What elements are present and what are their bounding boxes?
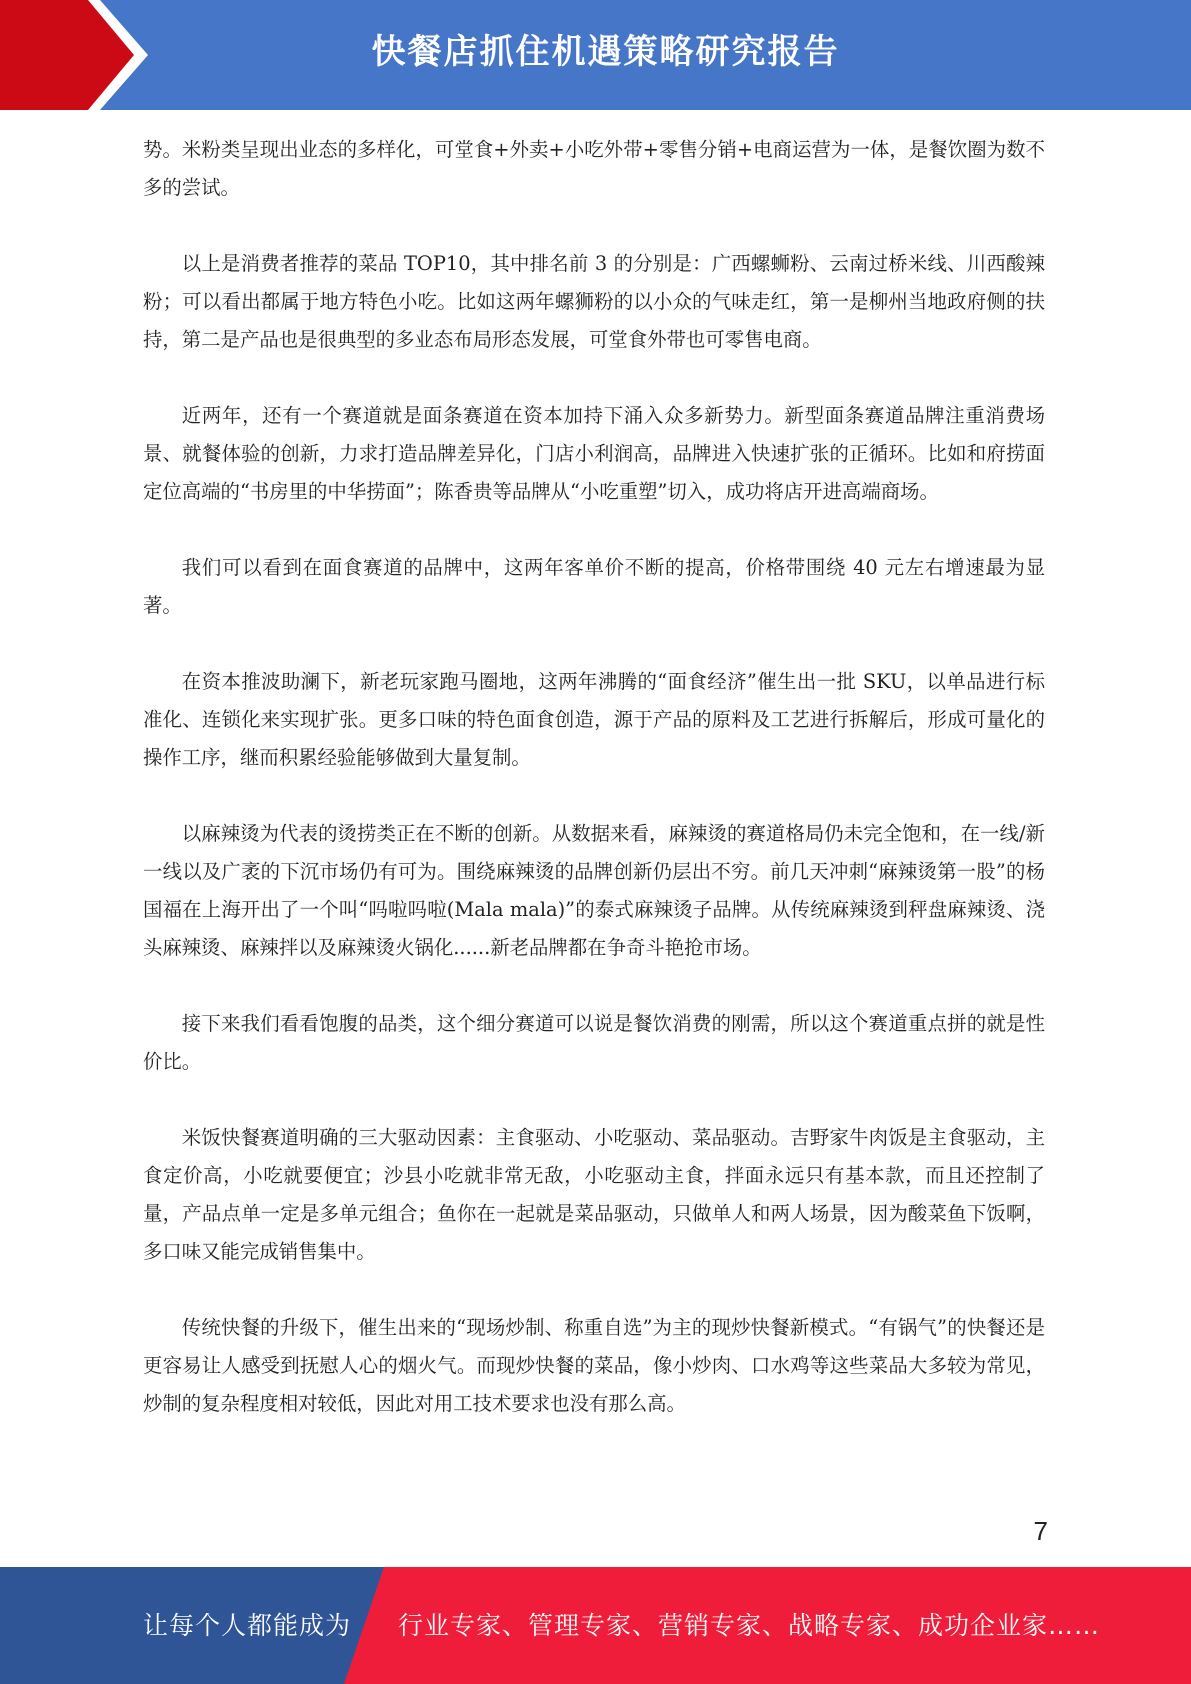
paragraph-3: 近两年，还有一个赛道就是面条赛道在资本加持下涌入众多新势力。新型面条赛道品牌注重消费场景、就餐体验的创新，力求打造品牌差异化，门店小利润高，品牌进入快速扩张的正循环。比如和府捞面定位高端的“书房里的中华捞面”；陈香贵等品牌从“小吃重塑”切入，成功将店开进高端商场。 (143, 404, 1045, 503)
report-title: 快餐店抓住机遇策略研究报告 (371, 32, 840, 72)
paragraph-8: 米饭快餐赛道明确的三大驱动因素：主食驱动、小吃驱动、菜品驱动。吉野家牛肉饭是主食驱动，主食定价高，小吃就要便宜；沙县小吃就非常无敌，小吃驱动主食，拌面永远只有基本款，而且还控制了量，产品点单一定是多单元组合；鱼你在一起就是菜品驱动，只做单人和两人场景，因为酸菜鱼下饭啊，多口味又能完成销售集中。 (143, 1126, 1045, 1263)
paragraph-4: 我们可以看到在面食赛道的品牌中，这两年客单价不断的提高，价格带围绕 40 元左右增速最为显著。 (143, 556, 1045, 617)
footer-slogan-left: 让每个人都能成为 (143, 1611, 352, 1640)
paragraph-2: 以上是消费者推荐的菜品 TOP10，其中排名前 3 的分别是：广西螺蛳粉、云南过桥米线、川西酸辣粉；可以看出都属于地方特色小吃。比如这两年螺狮粉的以小众的气味走红，第一是柳州当地政府侧的扶持，第二是产品也是很典型的多业态布局形态发展，可堂食外带也可零售电商。 (143, 252, 1045, 351)
page-number: 7 (1033, 1516, 1048, 1546)
header-banner (0, 0, 1191, 110)
paragraph-1: 势。米粉类呈现出业态的多样化，可堂食+外卖+小吃外带+零售分销+电商运营为一体，是餐饮圈为数不多的尝试。 (143, 138, 1045, 199)
paragraph-6: 以麻辣烫为代表的烫捞类正在不断的创新。从数据来看，麻辣烫的赛道格局仍未完全饱和，在一线/新一线以及广袤的下沉市场仍有可为。围绕麻辣烫的品牌创新仍层出不穷。前几天冲刺“麻辣烫第一股”的杨国福在上海开出了一个叫“吗啦吗啦(Mala mala)”的泰式麻辣烫子品牌。从传统麻辣烫到秤盘麻辣烫、浇头麻辣烫、麻辣拌以及麻辣烫火锅化......新老品牌都在争奇斗艳抢市场。 (143, 822, 1045, 959)
paragraph-9: 传统快餐的升级下，催生出来的“现场炒制、称重自选”为主的现炒快餐新模式。“有锅气”的快餐还是更容易让人感受到抚慰人心的烟火气。而现炒快餐的菜品，像小炒肉、口水鸡等这些菜品大多较为常见，炒制的复杂程度相对较低，因此对用工技术要求也没有那么高。 (143, 1316, 1045, 1415)
footer-slogan-right: 行业专家、管理专家、营销专家、战略专家、成功企业家…… (398, 1611, 1101, 1640)
body-text (143, 131, 1045, 1461)
paragraph-7: 接下来我们看看饱腹的品类，这个细分赛道可以说是餐饮消费的刚需，所以这个赛道重点拼的就是性价比。 (143, 1012, 1045, 1073)
footer-banner (0, 1567, 1191, 1684)
paragraph-5: 在资本推波助澜下，新老玩家跑马圈地，这两年沸腾的“面食经济”催生出一批 SKU，以单品进行标准化、连锁化来实现扩张。更多口味的特色面食创造，源于产品的原料及工艺进行拆解后，形成可量化的操作工序，继而积累经验能够做到大量复制。 (143, 670, 1045, 769)
